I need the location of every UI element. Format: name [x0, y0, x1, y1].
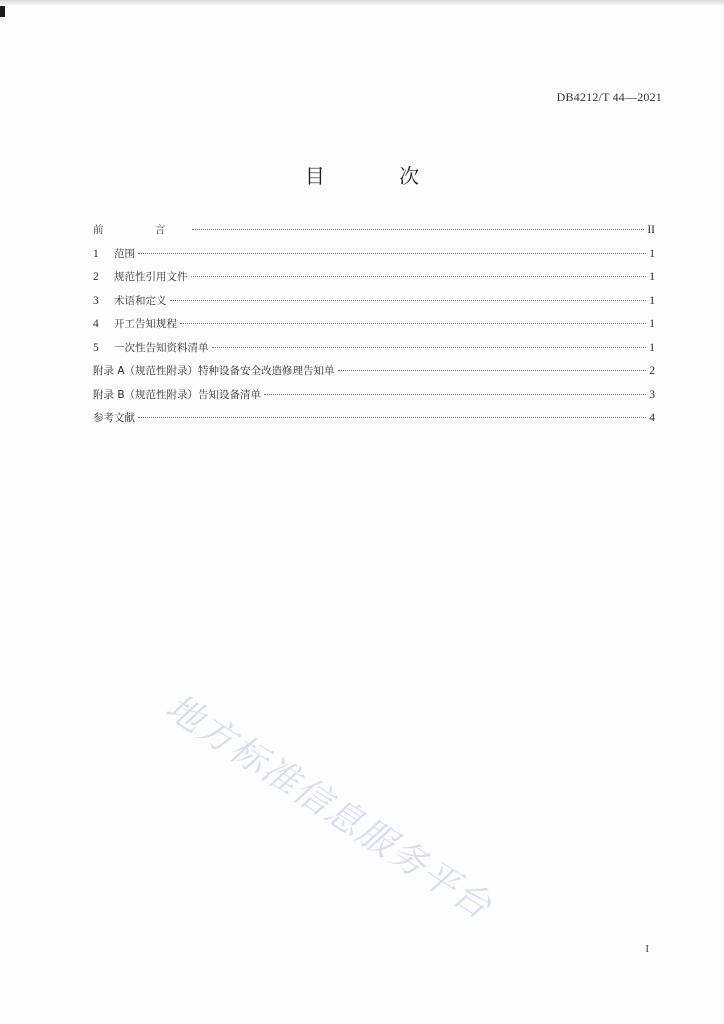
- toc-entry-terms-definitions[interactable]: [93, 293, 655, 317]
- toc-entry-number: 4: [93, 318, 99, 330]
- toc-entry-page: 1: [649, 318, 655, 330]
- toc-leader-dots: [180, 323, 646, 324]
- toc-entry-page: 1: [649, 294, 655, 307]
- toc-leader-dots: [138, 417, 646, 418]
- toc-entry-label: 规范性引用文件: [114, 271, 188, 283]
- toc-entry-number: 5: [93, 341, 99, 354]
- toc-entry-label: 开工告知规程: [114, 318, 177, 330]
- document-number: DB4212/T 44—2021: [556, 90, 662, 104]
- toc-entry-page: 1: [649, 271, 655, 283]
- toc-entry-number: 1: [93, 247, 99, 260]
- toc-entry-page: 4: [649, 412, 655, 424]
- toc-entry-label: 术语和定义: [114, 294, 167, 307]
- toc-entry-page: 3: [649, 388, 655, 401]
- toc-entry-page: 1: [649, 247, 655, 260]
- toc-entry-number: 2: [93, 271, 99, 283]
- toc-entry-label: 一次性告知资料清单: [114, 341, 209, 354]
- toc-leader-dots: [264, 394, 646, 395]
- toc-entry-appendix-a[interactable]: [93, 363, 655, 387]
- scan-edge-mark: [0, 6, 5, 17]
- toc-entry-label: 附录 B（规范性附录）告知设备清单: [93, 388, 262, 401]
- toc-entry-label: 前 言: [93, 224, 190, 236]
- toc-entry-page: 2: [649, 365, 655, 377]
- toc-entry-normative-references[interactable]: [93, 269, 655, 293]
- toc-leader-dots: [338, 370, 647, 371]
- toc-title: 目 次: [304, 164, 454, 188]
- toc-entry-number: 3: [93, 294, 99, 307]
- page-number: I: [645, 943, 649, 955]
- toc-entry-label: 参考文献: [93, 412, 135, 424]
- toc-leader-dots: [170, 300, 647, 301]
- toc-entry-label: 附录 A（规范性附录）特种设备安全改造修理告知单: [93, 365, 335, 377]
- watermark: 地方标准信息服务平台: [158, 686, 500, 929]
- toc-entry-appendix-b[interactable]: [93, 387, 655, 411]
- scan-top-edge: [0, 0, 724, 6]
- toc-leader-dots: [212, 347, 647, 348]
- toc-entry-label: 范围: [114, 247, 135, 260]
- toc-entry-page: 1: [649, 341, 655, 354]
- toc-entry-scope[interactable]: [93, 246, 655, 270]
- toc-leader-dots: [191, 276, 647, 277]
- toc-entry-foreword[interactable]: [93, 222, 655, 246]
- toc-leader-dots: [138, 253, 646, 254]
- toc-entry-notification-procedure[interactable]: [93, 316, 655, 340]
- toc-entry-document-list[interactable]: [93, 340, 655, 364]
- toc-entry-page: II: [647, 224, 655, 236]
- toc-leader-dots: [192, 229, 644, 230]
- toc-list: [93, 222, 655, 434]
- toc-entry-bibliography[interactable]: [93, 410, 655, 434]
